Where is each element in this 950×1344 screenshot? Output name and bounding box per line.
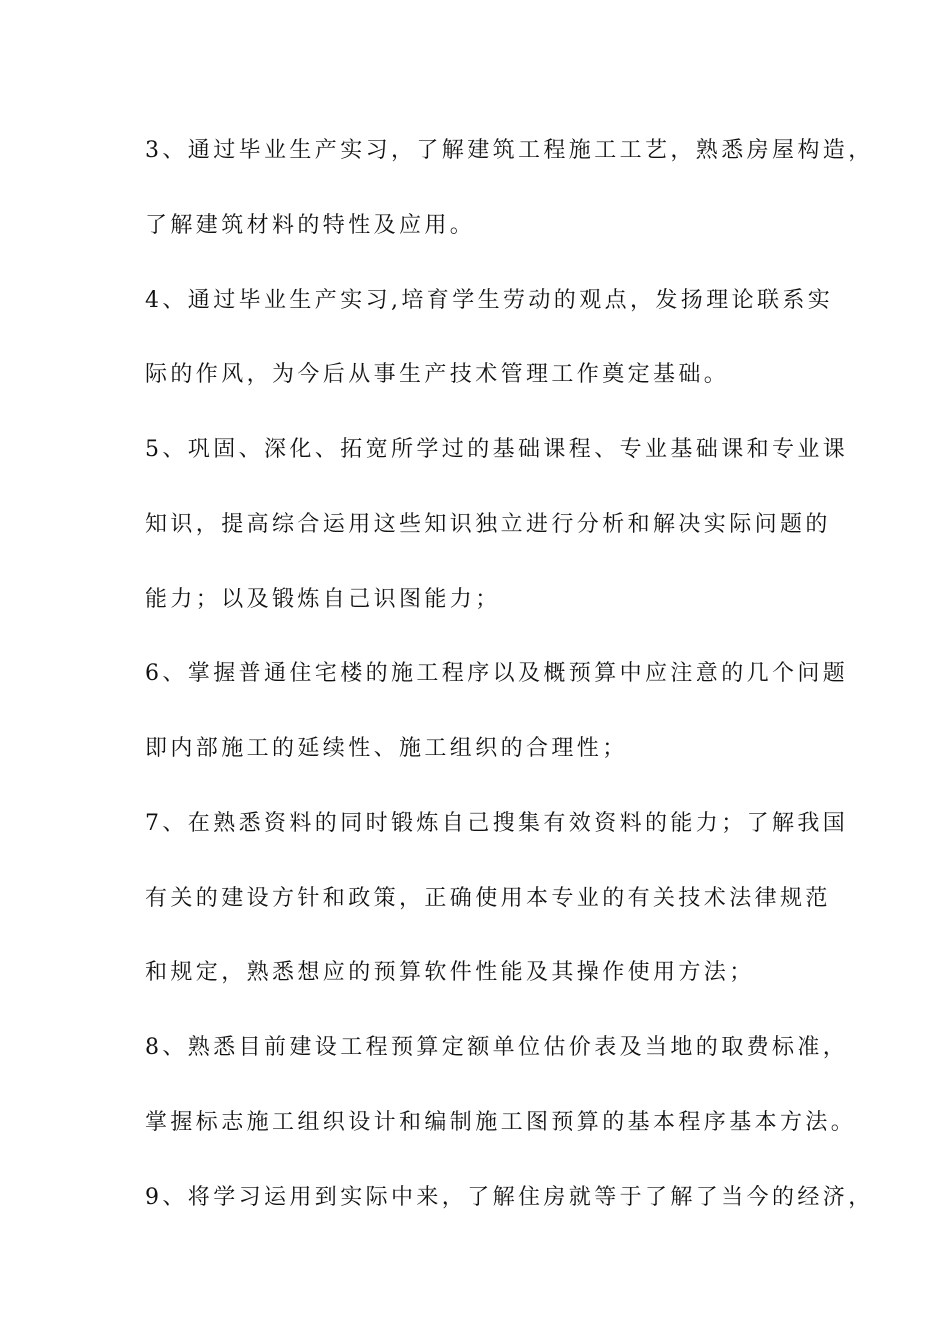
text-line-8: 6、掌握普通住宅楼的施工程序以及概预算中应注意的几个问题	[145, 661, 849, 686]
text-line-4: 际的作风，为今后从事生产技术管理工作奠定基础。	[145, 362, 730, 387]
text-line-12: 和规定，熟悉想应的预算软件性能及其操作使用方法；	[145, 960, 755, 985]
text-line-2: 了解建筑材料的特性及应用。	[145, 213, 476, 238]
text-line-6: 知识，提高综合运用这些知识独立进行分析和解决实际问题的	[145, 512, 831, 537]
text-line-3: 4、通过毕业生产实习,培育学生劳动的观点，发扬理论联系实	[145, 288, 834, 313]
text-line-14: 掌握标志施工组织设计和编制施工图预算的基本程序基本方法。	[145, 1110, 857, 1135]
text-line-9: 即内部施工的延续性、施工组织的合理性；	[145, 736, 628, 761]
text-line-10: 7、在熟悉资料的同时锻炼自己搜集有效资料的能力；了解我国	[145, 811, 849, 836]
text-line-5: 5、巩固、深化、拓宽所学过的基础课程、专业基础课和专业课	[145, 437, 849, 462]
text-line-13: 8、熟悉目前建设工程预算定额单位估价表及当地的取费标准，	[145, 1035, 849, 1060]
text-line-7: 能力；以及锻炼自己识图能力；	[145, 587, 501, 612]
text-line-15: 9、将学习运用到实际中来，了解住房就等于了解了当今的经济，	[145, 1185, 874, 1210]
text-line-1: 3、通过毕业生产实习，了解建筑工程施工工艺，熟悉房屋构造，	[145, 138, 874, 163]
text-line-11: 有关的建设方针和政策，正确使用本专业的有关技术法律规范	[145, 886, 831, 911]
